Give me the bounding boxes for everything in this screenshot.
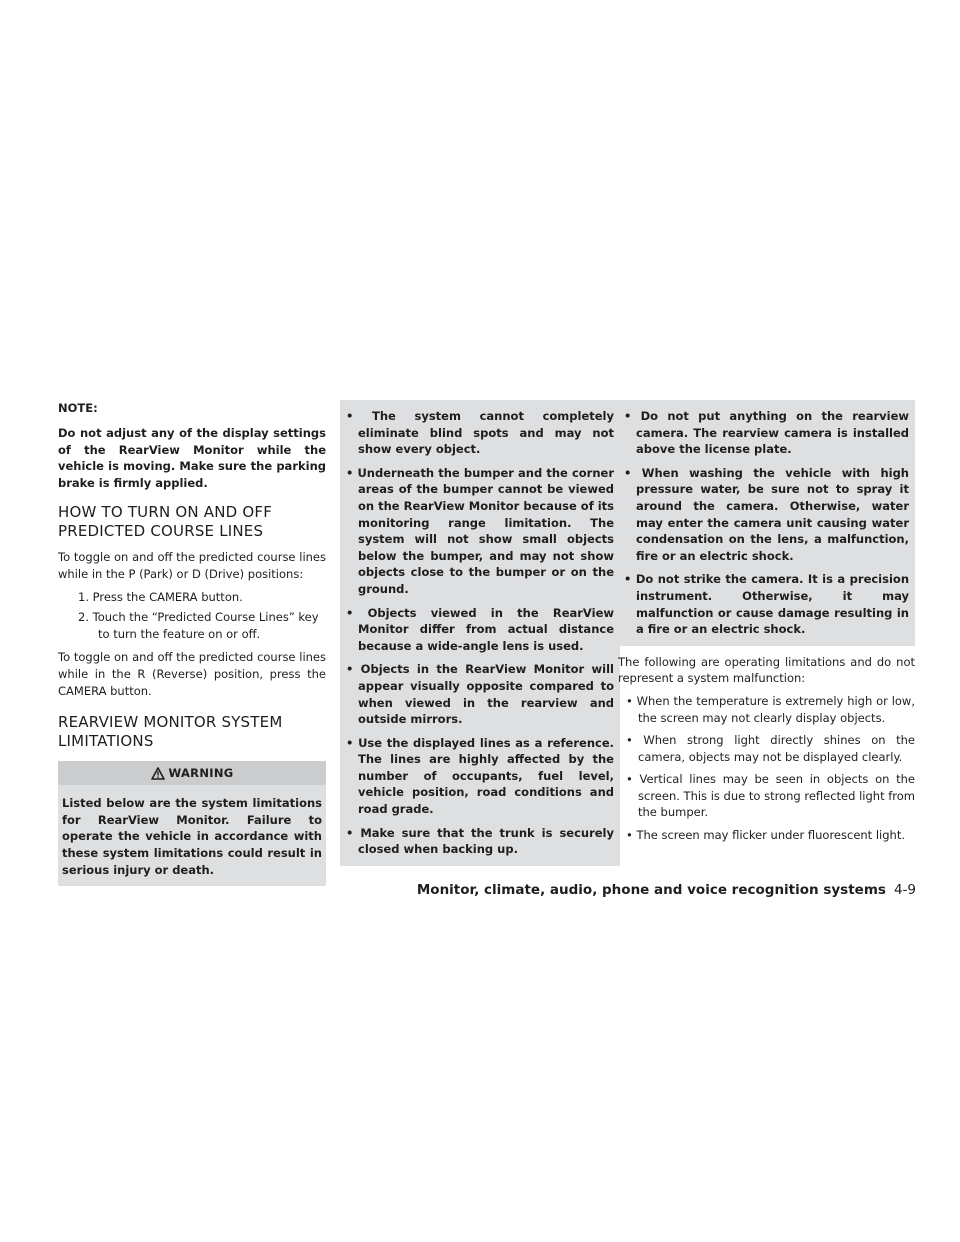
course-lines-intro: To toggle on and off the predicted course lines while in the P (Park) or D (Drive) positions:	[58, 550, 326, 581]
heading-line-2: LIMITATIONS	[58, 732, 154, 751]
warning-text: Listed below are the system limitations for RearView Monitor. Failure to operate the vehicle in accordance with these system limitations could result in serious injury or death.	[62, 796, 322, 877]
column-left	[58, 400, 326, 886]
limitations-intro: The following are operating limitations and do not represent a system malfunction:	[618, 654, 915, 686]
steps-list	[58, 589, 326, 643]
warning-box	[58, 761, 326, 886]
section-heading-course-lines	[58, 503, 326, 541]
course-lines-reverse: To toggle on and off the predicted course lines while in the R (Reverse) position, press the CAMERA button.	[58, 650, 326, 698]
page-footer	[417, 882, 916, 898]
warning-continued-box	[618, 400, 915, 646]
heading-line-1: HOW TO TURN ON AND OFF	[58, 503, 273, 522]
list-item: • Do not strike the camera. It is a precision instrument. Otherwise, it may malfunction or cause damage resulting in a fire or an electric shock.	[624, 572, 909, 637]
list-item: • When washing the vehicle with high pressure water, be sure not to spray it around the camera. Otherwise, water may enter the camera unit causing water condensation on the lens, a malfunction, fire or an electric shock.	[624, 465, 909, 563]
note-label: NOTE:	[58, 401, 98, 415]
note-text: Do not adjust any of the display settings of the RearView Monitor while the vehicle is moving. Make sure the parking brake is firmly applied.	[58, 426, 326, 490]
heading-line-2: PREDICTED COURSE LINES	[58, 522, 264, 541]
column-middle	[340, 400, 620, 866]
step-item: 2. Touch the “Predicted Course Lines” key to turn the feature on or off.	[78, 610, 319, 641]
list-item: • The screen may flicker under fluorescent light.	[626, 828, 905, 843]
limitations-list	[618, 693, 915, 844]
section-heading-limitations	[58, 713, 326, 751]
warning-bullets	[624, 408, 909, 638]
list-item: • Objects in the RearView Monitor will appear visually opposite compared to when viewed in the rearview and outside mirrors.	[346, 662, 614, 727]
warning-triangle-icon	[151, 767, 165, 780]
warning-header	[58, 761, 326, 785]
column-right	[618, 400, 915, 850]
list-item: • Vertical lines may be seen in objects on the screen. This is due to strong reflected light from the bumper.	[626, 772, 915, 820]
warning-bullets	[346, 408, 614, 858]
list-item: • When strong light directly shines on the camera, objects may not be displayed clearly.	[626, 733, 915, 764]
list-item: • Do not put anything on the rearview camera. The rearview camera is installed above the license plate.	[624, 409, 909, 457]
step-item: 1. Press the CAMERA button.	[78, 589, 243, 604]
heading-line-1: REARVIEW MONITOR SYSTEM	[58, 713, 283, 732]
warning-continued-box	[340, 400, 620, 866]
list-item: • Make sure that the trunk is securely closed when backing up.	[346, 825, 614, 857]
list-item: • Use the displayed lines as a reference. The lines are highly affected by the number of occupants, fuel level, vehicle position, road conditions and road grade.	[346, 735, 614, 817]
list-item: • The system cannot completely eliminate blind spots and may not show every object.	[346, 409, 614, 457]
footer-page-number: 4-9	[893, 882, 916, 898]
list-item: • Underneath the bumper and the corner areas of the bumper cannot be viewed on the RearView Monitor because of its monitoring range limitation. The system will not show small objects below the bumper, and may not show objects close to the bumper or on the ground.	[346, 465, 614, 596]
footer-chapter-title: Monitor, climate, audio, phone and voice recognition systems	[416, 882, 886, 898]
warning-label: WARNING	[168, 766, 234, 781]
list-item: • Objects viewed in the RearView Monitor differ from actual distance because a wide-angle lens is used.	[346, 605, 614, 653]
list-item: • When the temperature is extremely high or low, the screen may not clearly display objects.	[626, 693, 915, 725]
